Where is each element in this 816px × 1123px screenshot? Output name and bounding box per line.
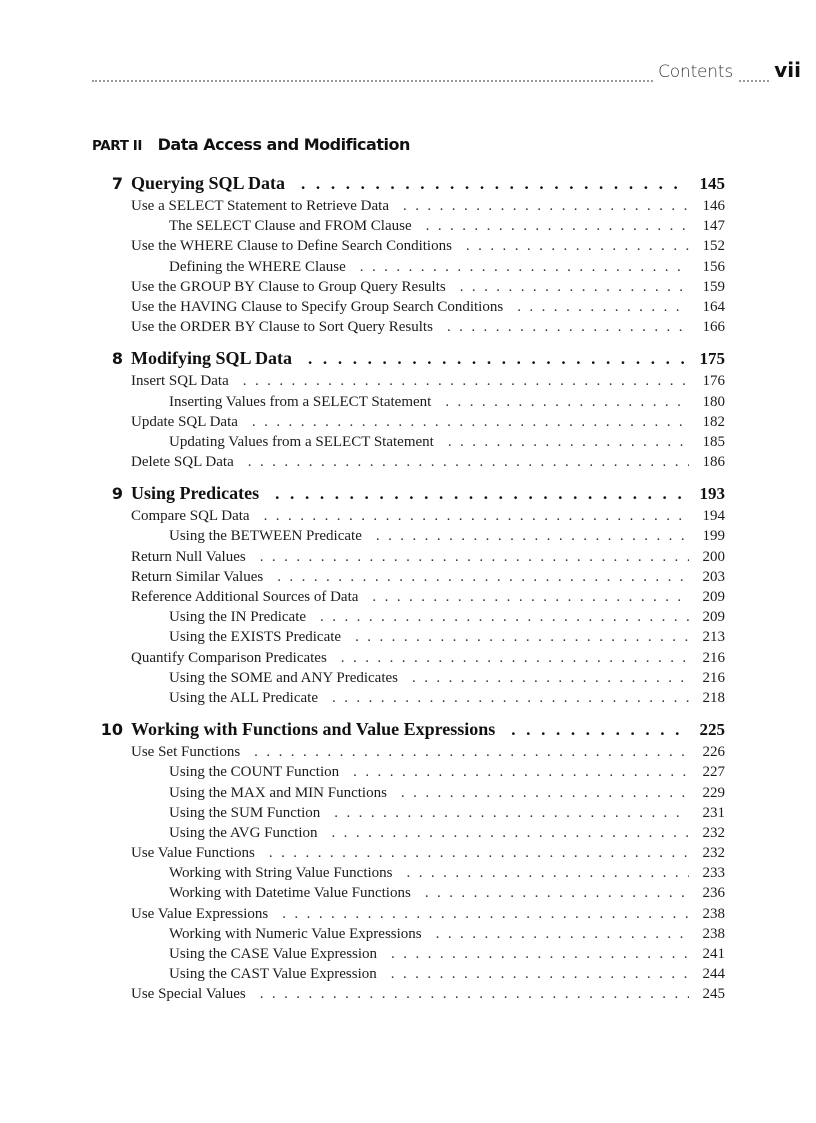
toc-section-entry[interactable] xyxy=(92,742,725,762)
dot-leader xyxy=(401,783,689,803)
dot-leader xyxy=(252,412,689,432)
entry-page-number: 203 xyxy=(702,568,725,585)
entry-title: Working with Datetime Value Functions xyxy=(169,885,411,902)
dot-leader xyxy=(301,171,687,196)
toc-subsection-entry[interactable] xyxy=(92,803,725,823)
entry-title: Working with String Value Functions xyxy=(169,865,393,882)
dot-leader xyxy=(275,481,687,506)
entry-title: Using the SUM Function xyxy=(169,804,321,821)
chapter-title: Querying SQL Data xyxy=(131,173,286,193)
entry-title: Use Set Functions xyxy=(131,744,241,761)
dot-leader xyxy=(264,506,689,526)
entry-page-number: 238 xyxy=(702,925,725,942)
chapter-number: 9 xyxy=(111,484,123,504)
chapter-number: 7 xyxy=(111,174,123,193)
entry-title: Using the BETWEEN Predicate xyxy=(169,528,362,545)
entry-page-number: 156 xyxy=(702,258,725,275)
chapter-page-number: 225 xyxy=(699,720,725,740)
entry-title: Use the ORDER BY Clause to Sort Query Results xyxy=(131,319,433,336)
entry-page-number: 176 xyxy=(702,373,725,390)
dot-leader xyxy=(308,346,687,371)
dot-leader xyxy=(460,277,689,297)
entry-page-number: 199 xyxy=(702,528,725,545)
entry-page-number: 216 xyxy=(702,649,725,666)
toc-subsection-entry[interactable] xyxy=(92,668,725,688)
toc-section-entry[interactable] xyxy=(92,196,725,216)
dot-leader xyxy=(331,823,689,843)
toc-section-entry[interactable] xyxy=(92,297,725,317)
toc-section-entry[interactable] xyxy=(92,648,725,668)
dot-leader xyxy=(269,843,689,863)
toc-section-entry[interactable] xyxy=(92,547,725,567)
entry-page-number: 232 xyxy=(702,845,725,862)
entry-title: Inserting Values from a SELECT Statement xyxy=(169,393,432,410)
toc-section-entry[interactable] xyxy=(92,904,725,924)
entry-page-number: 186 xyxy=(702,454,725,471)
chapter-block xyxy=(92,481,725,708)
toc-subsection-entry[interactable] xyxy=(92,607,725,627)
chapter-row[interactable] xyxy=(92,717,725,742)
entry-title: Use the WHERE Clause to Define Search Conditions xyxy=(131,238,452,255)
entry-page-number: 146 xyxy=(702,198,725,214)
entry-page-number: 227 xyxy=(702,764,725,781)
dot-leader xyxy=(426,216,689,236)
entry-page-number: 236 xyxy=(702,885,725,902)
entry-page-number: 241 xyxy=(702,946,725,962)
toc-subsection-entry[interactable] xyxy=(92,627,725,647)
entry-page-number: 200 xyxy=(702,548,725,565)
dot-leader xyxy=(282,904,689,924)
chapter-page-number: 145 xyxy=(699,174,725,193)
entry-page-number: 244 xyxy=(702,966,725,983)
toc-subsection-entry[interactable] xyxy=(92,863,725,883)
toc-subsection-entry[interactable] xyxy=(92,526,725,546)
entry-page-number: 233 xyxy=(702,865,725,882)
entry-title: Update SQL Data xyxy=(131,413,238,430)
chapter-block xyxy=(92,717,725,1004)
entry-title: Defining the WHERE Clause xyxy=(169,258,346,275)
entry-title: Use Value Functions xyxy=(131,845,255,862)
entry-title: Use the GROUP BY Clause to Group Query Results xyxy=(131,278,446,295)
toc-subsection-entry[interactable] xyxy=(92,924,725,944)
header-label: Contents xyxy=(654,62,737,82)
dot-leader xyxy=(243,371,689,391)
toc-section-entry[interactable] xyxy=(92,412,725,432)
toc-subsection-entry[interactable] xyxy=(92,762,725,782)
chapter-title: Working with Functions and Value Expressions xyxy=(131,719,496,740)
dot-leader xyxy=(254,742,689,762)
toc-subsection-entry[interactable] xyxy=(92,216,725,236)
entry-title: Quantify Comparison Predicates xyxy=(131,649,327,666)
toc-section-entry[interactable] xyxy=(92,506,725,526)
toc-subsection-entry[interactable] xyxy=(92,688,725,708)
entry-page-number: 232 xyxy=(702,824,725,841)
dot-leader xyxy=(353,762,689,782)
entry-title: Using the CAST Value Expression xyxy=(169,966,377,983)
entry-page-number: 213 xyxy=(702,629,725,646)
table-of-contents xyxy=(92,171,725,1014)
entry-page-number: 164 xyxy=(702,298,725,315)
dot-leader xyxy=(448,432,689,452)
toc-section-entry[interactable] xyxy=(92,452,725,472)
dot-leader xyxy=(447,317,689,337)
chapter-row[interactable] xyxy=(92,346,725,371)
entry-title: Delete SQL Data xyxy=(131,454,234,471)
dot-leader xyxy=(320,607,689,627)
entry-title: Using the CASE Value Expression xyxy=(169,946,378,962)
entry-page-number: 166 xyxy=(702,319,725,336)
chapter-number: 8 xyxy=(111,349,123,369)
toc-section-entry[interactable] xyxy=(92,843,725,863)
entry-title: Using the EXISTS Predicate xyxy=(169,629,342,646)
chapter-title: Modifying SQL Data xyxy=(131,348,293,369)
dot-leader xyxy=(277,567,689,587)
entry-title: Compare SQL Data xyxy=(131,508,250,525)
dot-leader xyxy=(248,452,689,472)
entry-page-number: 185 xyxy=(702,433,725,450)
dot-leader xyxy=(511,717,687,742)
chapter-number: 10 xyxy=(100,720,123,740)
entry-page-number: 231 xyxy=(702,804,725,821)
dot-leader xyxy=(372,587,689,607)
toc-subsection-entry[interactable] xyxy=(92,783,725,803)
entry-page-number: 194 xyxy=(702,508,725,525)
part-title: Data Access and Modification xyxy=(157,135,410,154)
entry-page-number: 209 xyxy=(702,589,725,605)
dot-leader xyxy=(407,863,689,883)
toc-subsection-entry[interactable] xyxy=(92,432,725,452)
dot-leader xyxy=(445,392,689,412)
dot-leader xyxy=(425,883,689,903)
chapter-block xyxy=(92,171,725,337)
chapter-title: Using Predicates xyxy=(131,483,260,504)
entry-page-number: 180 xyxy=(702,393,725,410)
entry-title: Using the ALL Predicate xyxy=(169,689,318,706)
entry-title: Using the COUNT Function xyxy=(169,764,340,781)
toc-section-entry[interactable] xyxy=(92,984,725,1004)
dot-leader xyxy=(260,547,689,567)
dot-leader xyxy=(260,984,689,1004)
chapter-row[interactable] xyxy=(92,171,725,196)
dot-leader xyxy=(360,257,689,277)
running-header xyxy=(92,60,801,86)
entry-page-number: 229 xyxy=(702,784,725,801)
dot-leader xyxy=(341,648,689,668)
toc-section-entry[interactable] xyxy=(92,236,725,256)
entry-title: Return Similar Values xyxy=(131,568,264,585)
dot-leader xyxy=(334,803,689,823)
dot-leader xyxy=(355,627,689,647)
entry-title: Using the AVG Function xyxy=(169,824,318,841)
part-heading xyxy=(92,135,410,154)
dot-leader xyxy=(403,196,689,216)
toc-subsection-entry[interactable] xyxy=(92,392,725,412)
entry-title: Using the MAX and MIN Functions xyxy=(169,784,387,801)
chapter-row[interactable] xyxy=(92,481,725,506)
chapter-page-number: 193 xyxy=(699,484,725,504)
entry-page-number: 159 xyxy=(702,278,725,295)
toc-section-entry[interactable] xyxy=(92,567,725,587)
entry-title: Return Null Values xyxy=(131,548,246,565)
entry-title: Using the IN Predicate xyxy=(169,609,307,626)
entry-page-number: 147 xyxy=(702,218,725,235)
toc-subsection-entry[interactable] xyxy=(92,257,725,277)
toc-subsection-entry[interactable] xyxy=(92,883,725,903)
toc-section-entry[interactable] xyxy=(92,277,725,297)
entry-title: The SELECT Clause and FROM Clause xyxy=(169,218,412,235)
dot-leader xyxy=(332,688,689,708)
toc-subsection-entry[interactable] xyxy=(92,964,725,984)
dot-leader xyxy=(376,526,689,546)
toc-subsection-entry[interactable] xyxy=(92,823,725,843)
entry-title: Use the HAVING Clause to Specify Group Search Conditions xyxy=(131,298,504,315)
entry-page-number: 226 xyxy=(702,744,725,761)
entry-title: Reference Additional Sources of Data xyxy=(131,589,359,605)
entry-page-number: 245 xyxy=(702,986,725,1003)
toc-section-entry[interactable] xyxy=(92,371,725,391)
entry-title: Use a SELECT Statement to Retrieve Data xyxy=(131,198,389,214)
page-folio: vii xyxy=(770,58,801,82)
entry-page-number: 218 xyxy=(702,689,725,706)
entry-title: Updating Values from a SELECT Statement xyxy=(169,433,434,450)
part-label: PART II xyxy=(92,138,143,154)
toc-subsection-entry[interactable] xyxy=(92,944,725,964)
toc-section-entry[interactable] xyxy=(92,317,725,337)
entry-title: Insert SQL Data xyxy=(131,373,229,390)
entry-page-number: 182 xyxy=(702,413,725,430)
chapter-page-number: 175 xyxy=(699,349,725,369)
dot-leader xyxy=(412,668,689,688)
entry-title: Using the SOME and ANY Predicates xyxy=(169,669,398,686)
dot-leader xyxy=(391,964,689,984)
dot-leader xyxy=(517,297,689,317)
dot-leader xyxy=(466,236,689,256)
entry-title: Use Value Expressions xyxy=(131,905,269,922)
entry-page-number: 152 xyxy=(702,238,725,255)
entry-page-number: 216 xyxy=(702,669,725,686)
entry-title: Use Special Values xyxy=(131,986,246,1003)
toc-section-entry[interactable] xyxy=(92,587,725,607)
entry-page-number: 238 xyxy=(702,905,725,922)
entry-page-number: 209 xyxy=(702,609,725,626)
chapter-block xyxy=(92,346,725,472)
entry-title: Working with Numeric Value Expressions xyxy=(169,925,422,942)
dot-leader xyxy=(436,924,689,944)
dot-leader xyxy=(391,944,689,964)
